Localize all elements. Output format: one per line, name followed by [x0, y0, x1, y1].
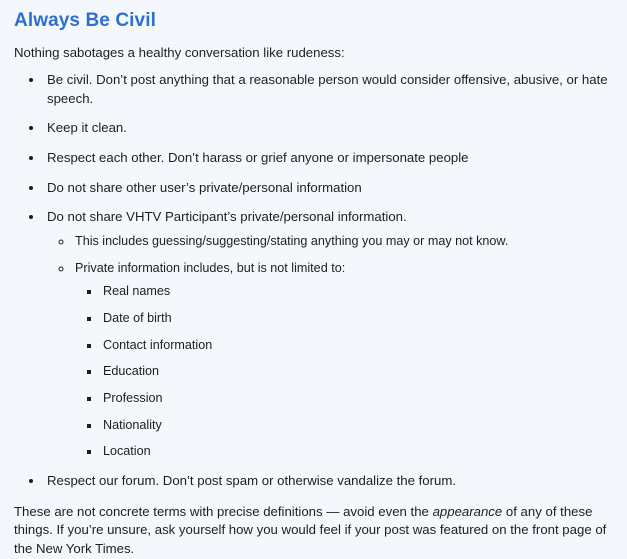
list-item	[44, 472, 613, 491]
list-item	[44, 71, 613, 108]
rule-text: Respect each other. Don’t harass or grief anyone or impersonate people	[47, 150, 469, 166]
list-item	[101, 417, 613, 435]
outro-part1: These are not concrete terms with precise definitions — avoid even the	[14, 503, 433, 519]
list-item	[101, 390, 613, 408]
page-title: Always Be Civil	[14, 10, 156, 31]
rules-list	[14, 71, 613, 491]
list-item	[73, 233, 613, 251]
outro-paragraph	[14, 503, 613, 559]
rule-text: Keep it clean.	[47, 120, 127, 136]
rule-subtext: This includes guessing/suggesting/stating anything you may or may not know.	[75, 234, 509, 249]
private-info-item: Nationality	[103, 417, 162, 432]
private-info-item: Education	[103, 364, 160, 379]
list-item	[44, 179, 613, 198]
list-item	[101, 337, 613, 355]
rule-text: Do not share VHTV Participant’s private/personal information.	[47, 209, 407, 225]
list-item	[44, 149, 613, 168]
private-info-item: Real names	[103, 284, 171, 299]
list-item	[101, 363, 613, 381]
rule-text: Respect our forum. Don’t post spam or otherwise vandalize the forum.	[47, 472, 456, 488]
private-info-item: Profession	[103, 390, 163, 405]
list-item	[73, 260, 613, 461]
rule-subtext: Private information includes, but is not limited to:	[75, 260, 346, 275]
private-info-item: Location	[103, 444, 151, 459]
list-item	[101, 443, 613, 461]
private-info-item: Contact information	[103, 337, 213, 352]
private-info-item: Date of birth	[103, 311, 172, 326]
rules-sublist	[47, 233, 613, 461]
list-item	[101, 283, 613, 301]
rule-text: Do not share other user’s private/personal information	[47, 179, 362, 195]
list-item	[44, 119, 613, 138]
list-item	[101, 310, 613, 328]
private-info-list	[75, 283, 613, 460]
outro-part2: of any of these things. If you’re unsure, ask yourself how you would feel if your post was featured on the front page of the New York Times.	[14, 503, 607, 557]
outro-emphasis: appearance	[432, 503, 503, 519]
list-item	[44, 208, 613, 460]
intro-paragraph: Nothing sabotages a healthy conversation like rudeness:	[14, 45, 345, 60]
rule-text: Be civil. Don’t post anything that a reasonable person would consider offensive, abusive, or hate speech.	[47, 71, 608, 106]
